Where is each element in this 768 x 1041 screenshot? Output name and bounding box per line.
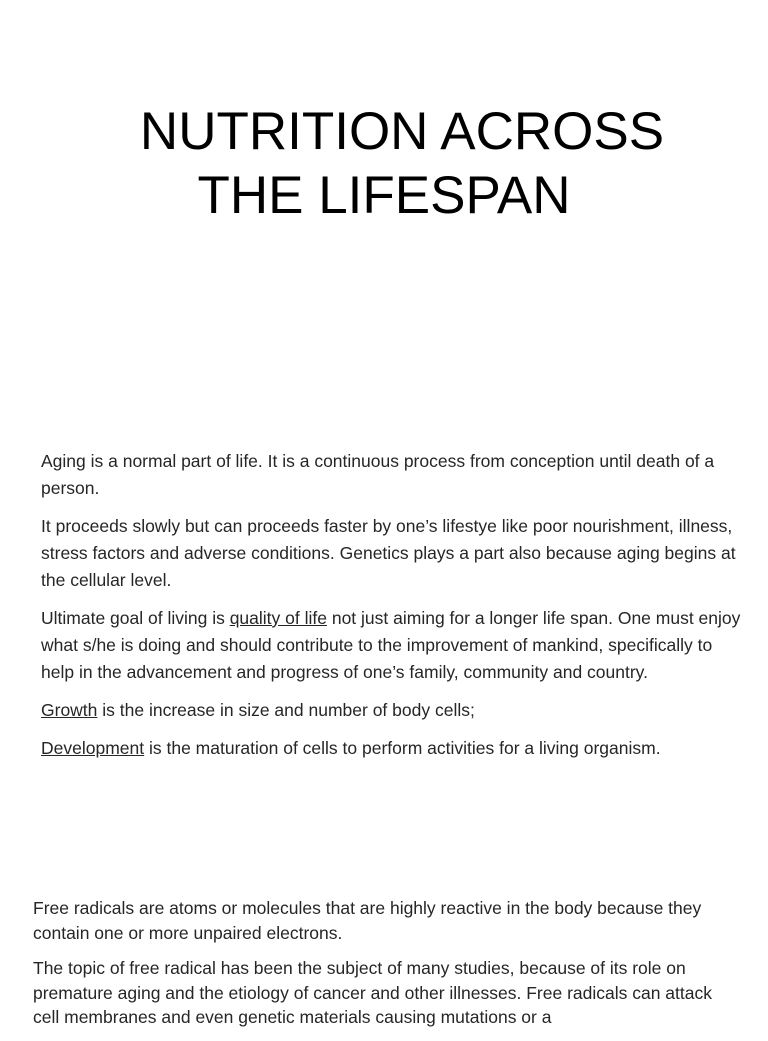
development-definition: is the maturation of cells to perform activities for a living organism. [144,738,661,758]
growth-term: Growth [41,700,98,720]
paragraph-growth [41,697,749,724]
paragraph-development [41,735,749,762]
quality-text-before: Ultimate goal of living is [41,608,230,628]
page-title [0,100,768,228]
paragraph-free-radicals-studies: The topic of free radical has been the subject of many studies, because of its role on premature aging and the etiology of cancer and other illnesses. Free radicals can attack cell membranes and even genetic materials causing mutations or a [33,958,712,1027]
free-radicals-section [33,896,741,1041]
title-line-1: NUTRITION ACROSS [139,102,665,161]
paragraph-aging-factors: It proceeds slowly but can proceeds faster by one’s lifestye like poor nourishment, illness, stress factors and adverse conditions. Genetics plays a part also because aging begins at the cellular level. [41,516,736,590]
development-term: Development [41,738,145,758]
title-line-2: THE LIFESPAN [197,166,571,225]
paragraph-free-radicals-definition: Free radicals are atoms or molecules that are highly reactive in the body because they contain one or more unpaired electrons. [33,898,702,943]
paragraph-quality-of-life [41,605,749,686]
quality-text-after: not just aiming for a longer life span. One must enjoy what s/he is doing and should contribute to the improvement of mankind, specifically to help in the advancement and progress of one’s family, community and country. [41,608,741,682]
paragraph-aging-definition: Aging is a normal part of life. It is a continuous process from conception until death of a person. [41,451,715,498]
aging-section [41,448,749,773]
growth-definition: is the increase in size and number of body cells; [97,700,475,720]
quality-of-life-term: quality of life [229,608,327,628]
